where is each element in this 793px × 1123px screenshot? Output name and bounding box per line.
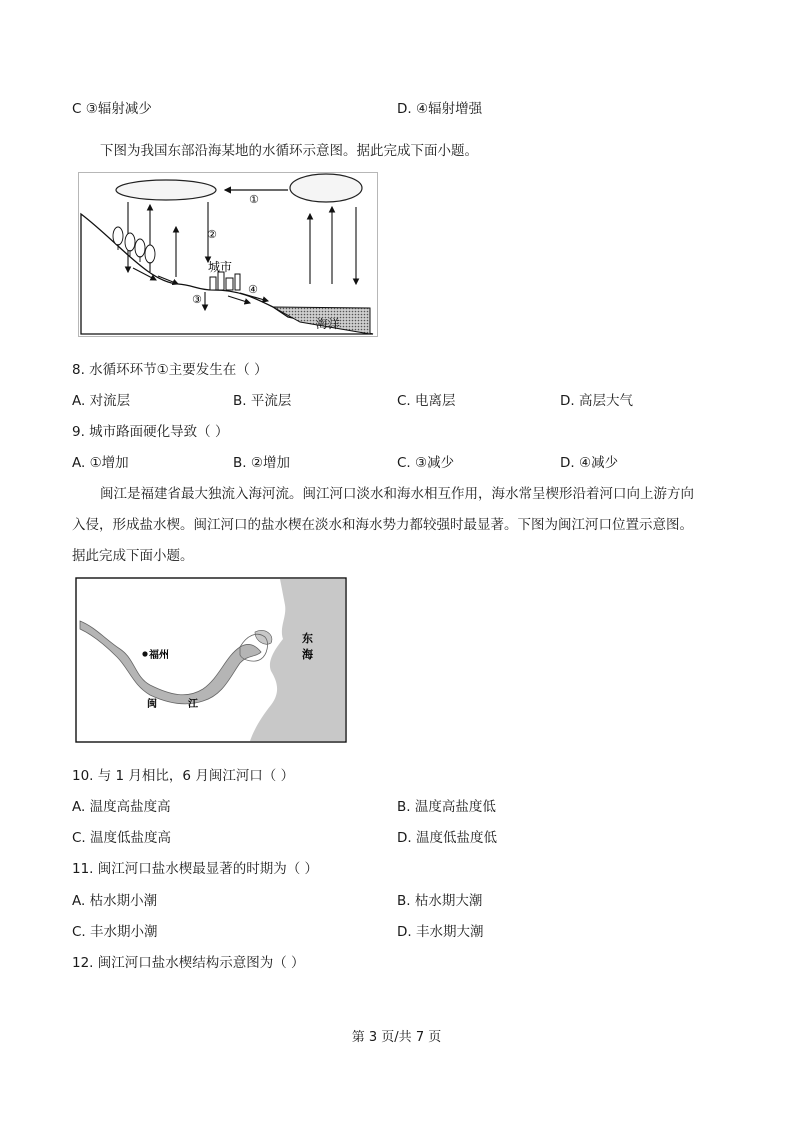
- q8-stem: 8. 水循环环节①主要发生在（ ）: [72, 362, 268, 378]
- intro2-line1: 闽江是福建省最大独流入海河流。闽江河口淡水和海水相互作用，海水常呈楔形沿着河口向上游方向: [100, 486, 694, 502]
- min-river-map: [75, 577, 347, 743]
- city-buildings: [210, 272, 240, 290]
- q9-option-d: D. ④减少: [560, 455, 619, 471]
- q12-stem: 12. 闽江河口盐水楔结构示意图为（ ）: [72, 955, 305, 971]
- q9-stem: 9. 城市路面硬化导致（ ）: [72, 424, 229, 440]
- river-label-2: 江: [188, 699, 198, 710]
- option-c-prev: C ③辐射减少: [72, 101, 152, 117]
- cloud-sea: [290, 174, 362, 202]
- water-cycle-figure: [78, 172, 378, 337]
- sea-label-1: 东: [302, 632, 313, 645]
- label-4: ④: [248, 283, 258, 296]
- q11-option-c: C. 丰水期小潮: [72, 924, 158, 940]
- intro2-line3: 据此完成下面小题。: [72, 548, 194, 564]
- label-3: ③: [192, 293, 202, 306]
- sea-label-2: 海: [302, 648, 313, 661]
- q10-stem: 10. 与 1 月相比，6 月闽江河口（ ）: [72, 768, 295, 784]
- city-label: 城市: [208, 260, 233, 274]
- q10-option-c: C. 温度低盐度高: [72, 830, 172, 846]
- q8-option-c: C. 电离层: [397, 393, 456, 409]
- q9-option-b: B. ②增加: [233, 455, 290, 471]
- option-d-prev: D. ④辐射增强: [397, 101, 483, 117]
- intro-water-cycle: 下图为我国东部沿海某地的水循环示意图。据此完成下面小题。: [100, 143, 478, 159]
- fuzhou-label: 福州: [149, 650, 169, 661]
- river-label-1: 闽: [147, 699, 157, 710]
- ocean-label: 海洋: [316, 317, 341, 331]
- q10-option-b: B. 温度高盐度低: [397, 799, 496, 815]
- label-1: ①: [249, 193, 259, 206]
- q11-stem: 11. 闽江河口盐水楔最显著的时期为（ ）: [72, 861, 319, 877]
- q11-option-a: A. 枯水期小潮: [72, 893, 158, 909]
- q11-option-b: B. 枯水期大潮: [397, 893, 483, 909]
- q10-option-a: A. 温度高盐度高: [72, 799, 171, 815]
- q10-option-d: D. 温度低盐度低: [397, 830, 497, 846]
- intro2-line2: 入侵，形成盐水楔。闽江河口的盐水楔在淡水和海水势力都较强时最显著。下图为闽江河口位置示意图。: [72, 517, 693, 533]
- cloud-land: [116, 180, 216, 200]
- q11-option-d: D. 丰水期大潮: [397, 924, 484, 940]
- q8-option-d: D. 高层大气: [560, 393, 633, 409]
- q8-option-a: A. 对流层: [72, 393, 131, 409]
- q9-option-c: C. ③减少: [397, 455, 455, 471]
- label-2: ②: [207, 228, 217, 241]
- q9-option-a: A. ①增加: [72, 455, 129, 471]
- q8-option-b: B. 平流层: [233, 393, 292, 409]
- page-footer: 第 3 页/共 7 页: [351, 1030, 442, 1045]
